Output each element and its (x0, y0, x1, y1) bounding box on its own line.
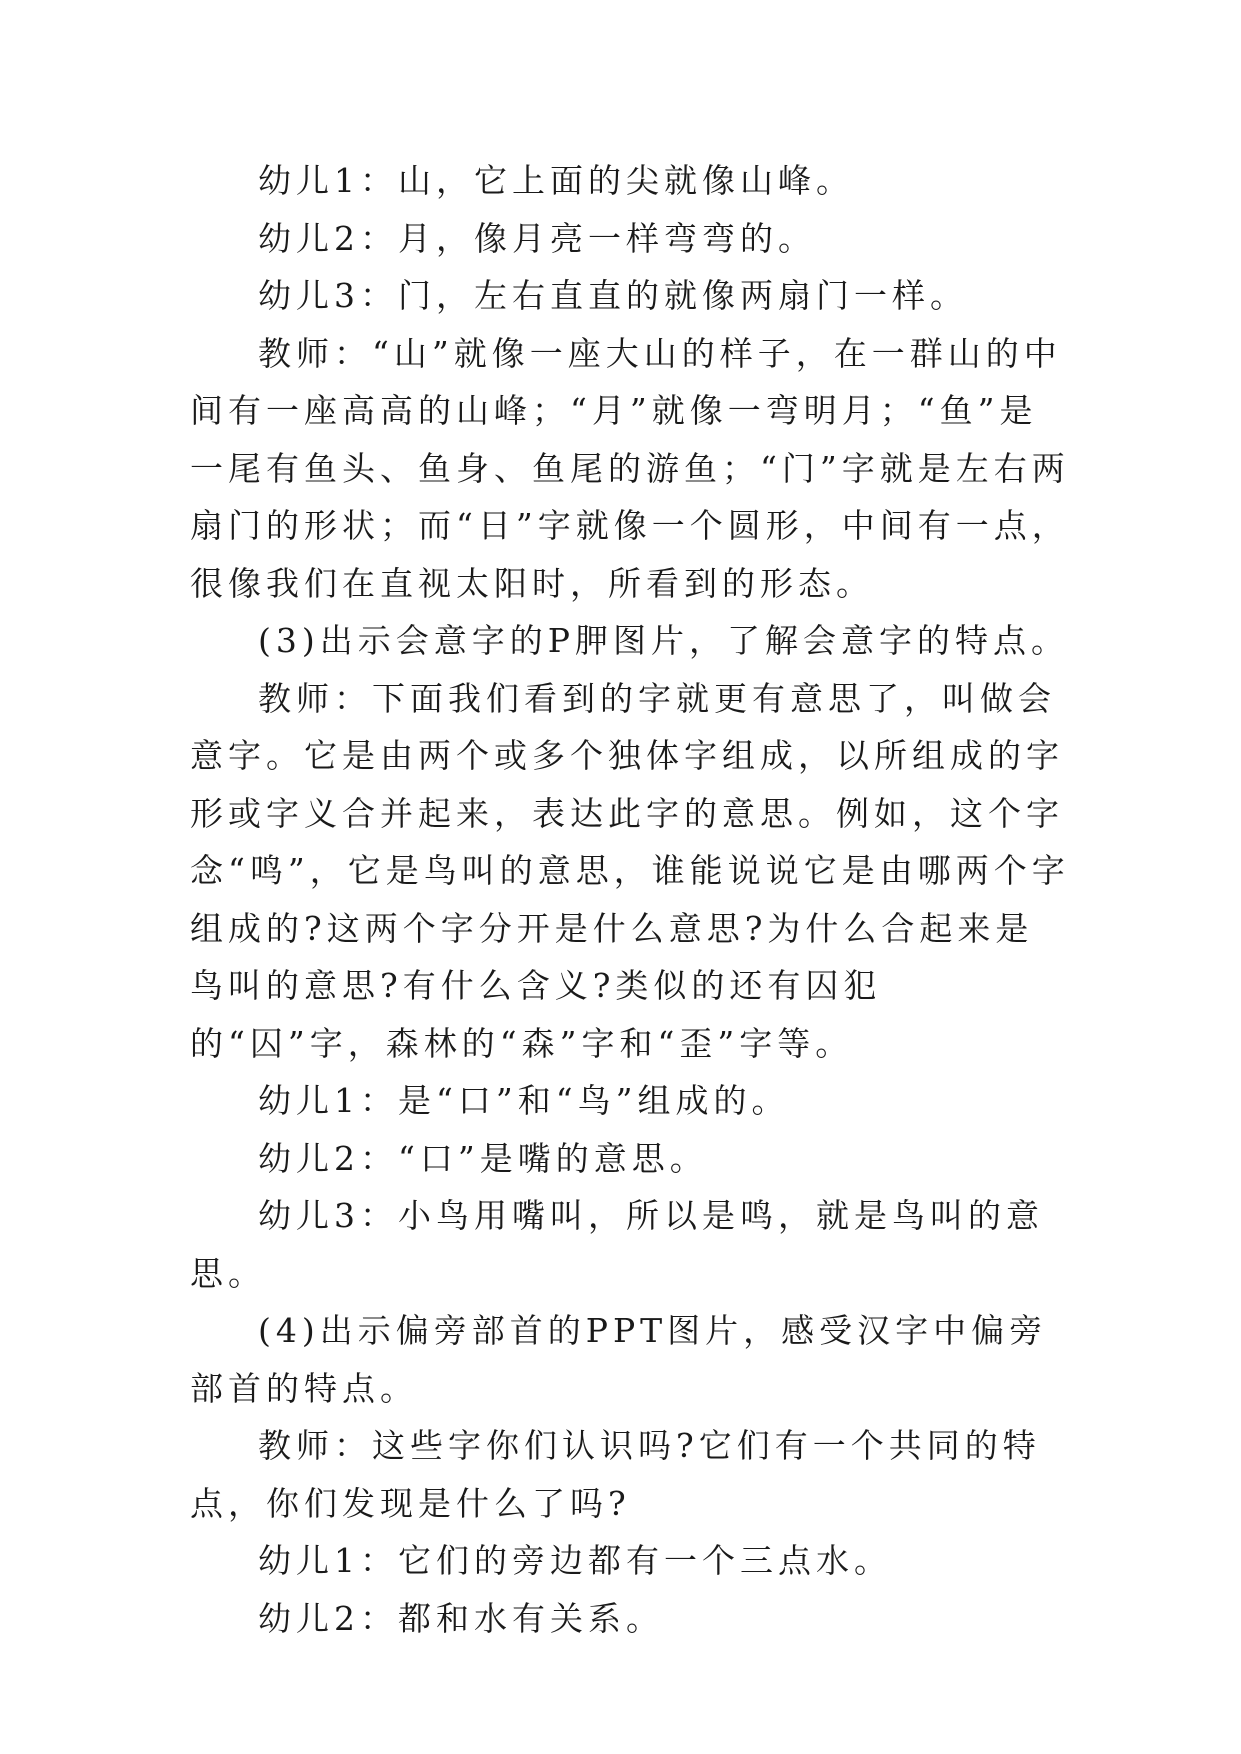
paragraph-step-4-heading: (4)出示偏旁部首的PPT图片，感受汉字中偏旁部首的特点。 (190, 1311, 1048, 1408)
paragraph-child-3-answer-bird-call: 幼儿3：小鸟用嘴叫，所以是鸣，就是鸟叫的意思。 (190, 1196, 1044, 1293)
paragraph-child-1-answer-water-radical: 幼儿1：它们的旁边都有一个三点水。 (258, 1541, 892, 1580)
paragraph-child-1-answer-mountain: 幼儿1：山，它上面的尖就像山峰。 (258, 161, 854, 200)
paragraph-child-2-answer-moon: 幼儿2：月，像月亮一样弯弯的。 (258, 218, 816, 258)
paragraph-teacher-radical-question: 教师：这些字你们认识吗?它们有一个共同的特点，你们发现是什么了吗? (190, 1426, 1041, 1523)
paragraph-child-2-answer-water-related: 幼儿2：都和水有关系。 (258, 1598, 664, 1638)
paragraph-teacher-pictograph-summary: 教师：“山”就像一座大山的样子，在一群山的中间有一座高高的山峰；“月”就像一弯明月；“鱼”是一尾有鱼头、鱼身、鱼尾的游鱼；“门”字就是左右两扇门的形状；而“日”字就像一个圆形，中间有一点，很像我们在直视太阳时，所看到的形态。 (190, 333, 1070, 603)
paragraph-child-2-answer-mouth: 幼儿2：“口”是嘴的意思。 (258, 1138, 708, 1178)
paragraph-step-3-heading: (3)出示会意字的P胛图片，了解会意字的特点。 (258, 621, 1069, 660)
document-body (190, 152, 1070, 1647)
paragraph-child-3-answer-door: 幼儿3：门，左右直直的就像两扇门一样。 (258, 276, 968, 315)
paragraph-teacher-ideogram-explanation: 教师：下面我们看到的字就更有意思了，叫做会意字。它是由两个或多个独体字组成，以所组成的字形或字义合并起来，表达此字的意思。例如，这个字念“鸣”，它是鸟叫的意思，谁能说说它是由哪两个字组成的?这两个字分开是什么意思?为什么合起来是鸟叫的意思?有什么含义?类似的还有囚犯的“囚”字，森林的“森”字和“歪”字等。 (190, 678, 1070, 1063)
paragraph-child-1-answer-ming: 幼儿1：是“口”和“鸟”组成的。 (258, 1081, 790, 1120)
